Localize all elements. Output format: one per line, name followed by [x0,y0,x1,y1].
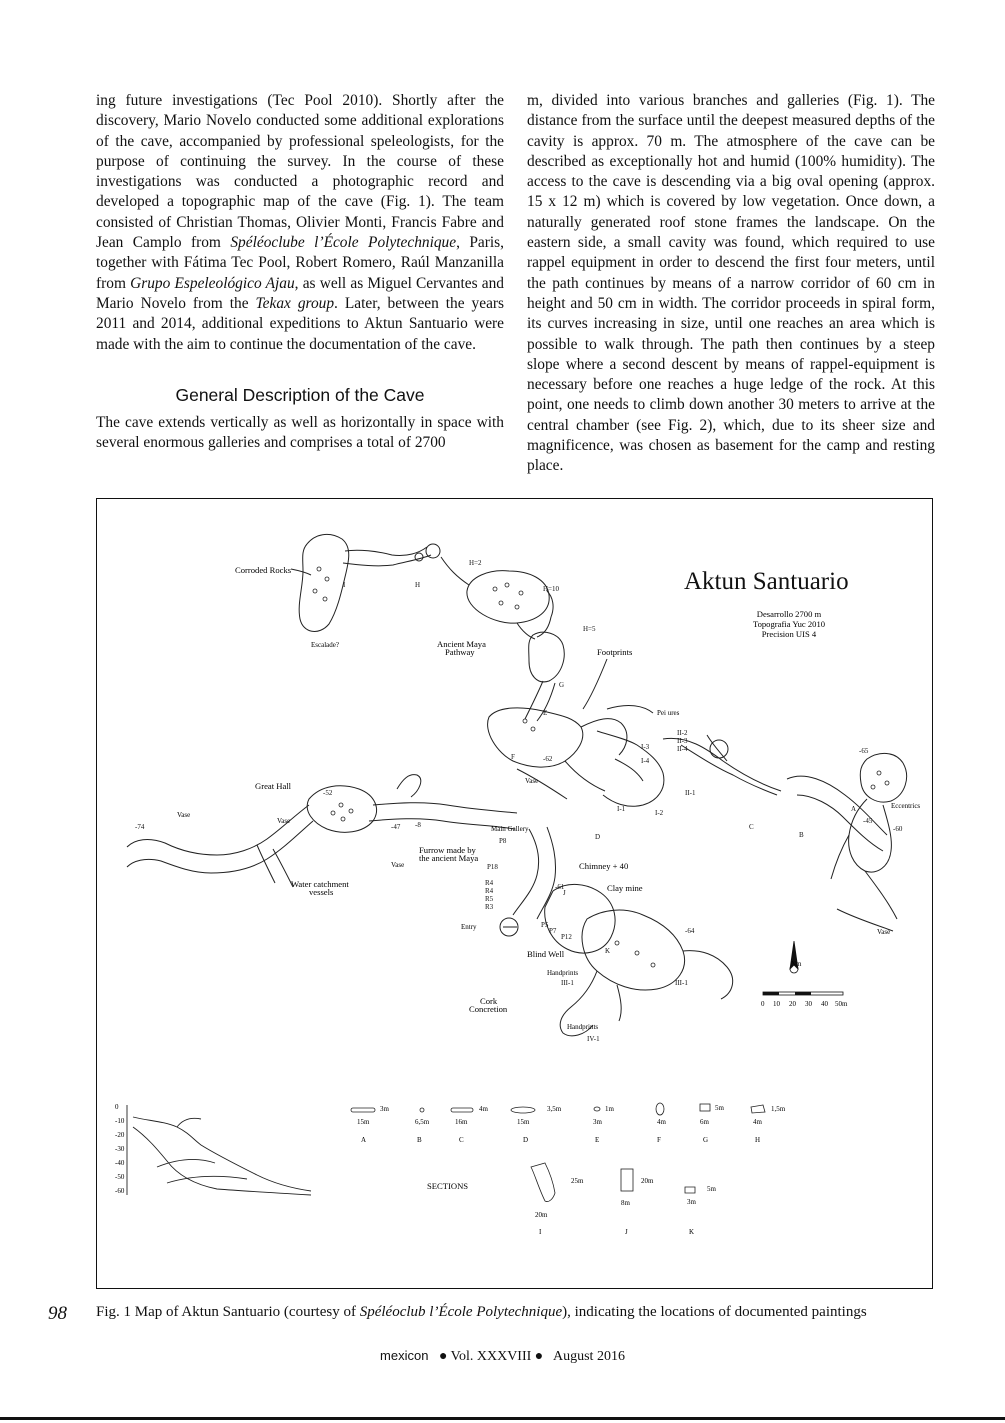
map-label: Vase [877,928,891,936]
scale-tick: 20 [789,1000,796,1008]
map-code: R4 [485,879,494,887]
map-code: II-1 [685,789,696,797]
map-label: Blind Well [527,949,565,959]
map-code: D [595,833,601,841]
map-label: Escalade? [311,641,339,649]
section-height: 1,5m [771,1105,786,1113]
map-label: vessels [309,887,334,897]
section-letter: F [657,1136,661,1144]
map-code: II-3 [677,737,688,745]
map-code: P12 [561,933,572,941]
map-label: Vase [277,817,291,825]
section-letter: E [595,1136,600,1144]
section-height: 3,5m [547,1105,562,1113]
map-code: I-3 [641,743,650,751]
map-info-line: Desarrollo 2700 m [756,609,822,619]
map-code: G [559,681,565,689]
map-label: Main Gallery [491,825,529,833]
map-label: Pei ures [657,709,680,717]
caption-italic: Spéléoclub l’École Polytechnique [359,1304,563,1320]
depth-tick: 0 [115,1103,119,1111]
map-info-line: Precision UIS 4 [761,629,817,639]
map-label: Vase [391,861,405,869]
map-label: Corroded Rocks [235,565,292,575]
depth-tick: -60 [115,1187,125,1195]
bullet-icon: ● [438,1349,448,1364]
journal-name: mexicon [380,1348,429,1363]
map-code: -74 [135,823,145,831]
section-width: 4m [753,1118,762,1126]
cave-map [97,499,932,1288]
map-code: -62 [543,755,553,763]
right-column [527,91,935,477]
map-code: H=2 [469,559,482,567]
scale-bar [761,992,848,1008]
section-letter: A [361,1136,367,1144]
map-code: A [851,805,857,813]
map-code: -45 [863,817,873,825]
map-code: P18 [487,863,498,871]
map-code: H [415,581,421,589]
map-label: Vase [525,777,539,785]
bullet-icon: ● [534,1349,544,1364]
section-width: 4m [657,1118,666,1126]
section-letter: G [703,1136,709,1144]
map-code: I-1 [617,805,626,813]
map-label: Water catchment [291,879,349,889]
map-code: P8 [499,837,507,845]
section-height: 5m [715,1104,724,1112]
map-info-line: Topografia Yuc 2010 [752,619,826,629]
map-code: B [799,831,804,839]
map-label: Ancient Maya [437,639,486,649]
text-run: , Paris, together with Fátima Tec Pool, Robert Romero, Raúl Manzanilla from [96,234,505,292]
scale-tick: 50m [835,1000,848,1008]
section-width: 20m [535,1211,548,1219]
map-label: Eccentrics [891,802,921,810]
map-code: IV-1 [587,1035,600,1043]
map-label: the ancient Maya [419,853,479,863]
section-width: 3m [687,1198,696,1206]
text-run: ing future investigations (Tec Pool 2010). Shortly after the discovery, Mario Novelo conducted some additional explorations of the cave, accompanied by professional speleologists, for the purpose of continuing the survey. In the course of these investigations was conducted a photographic record and developed a topographic map of the cave (Fig. 1). The team consisted of Christian Thomas, Olivier Monti, Francis Fabre and Jean Camplo from [96,92,504,252]
section-letter: B [417,1136,422,1144]
sections-title: SECTIONS [427,1181,469,1191]
map-code: I [343,581,346,589]
map-label: Handprints [547,969,579,977]
map-code: H=5 [583,625,596,633]
map-code: -47 [391,823,401,831]
volume: Vol. XXXVIII [450,1349,532,1364]
section-height: 5m [707,1185,716,1193]
map-code: III-1 [675,979,688,987]
depth-tick: -20 [115,1131,125,1139]
map-code: R4 [485,887,494,895]
depth-tick: -50 [115,1173,125,1181]
map-code: II-2 [677,729,688,737]
map-code: -65 [859,747,869,755]
scale-tick: 0 [761,1000,765,1008]
italic-run: Tekax group [255,294,335,312]
section-width: 6,5m [415,1118,430,1126]
left-paragraph-2: The cave extends vertically as well as horizontally in space with several enormous galleries and comprises a total of 2700 [96,414,504,452]
section-width: 15m [517,1118,530,1126]
section-height: 20m [641,1177,654,1185]
map-label: Handprints [567,1023,599,1031]
map-label: Cork [480,996,498,1006]
map-code: F [511,753,515,761]
page-number: 98 [48,1303,67,1324]
section-letter: I [539,1228,542,1236]
map-label: Pathway [445,647,475,657]
map-label: Great Hall [255,781,292,791]
map-code: I-2 [655,809,664,817]
map-code: R5 [485,895,494,903]
text-run: , as well as Miguel Cervantes and Mario Novelo from the [96,274,504,312]
map-code: C [749,823,754,831]
map-code: III-1 [561,979,574,987]
map-label: Vase [177,811,191,819]
map-code: E [543,709,548,717]
depth-tick: -30 [115,1145,125,1153]
map-code: -8 [415,821,421,829]
section-width: 6m [700,1118,709,1126]
section-height: 3m [380,1105,389,1113]
section-heading: General Description of the Cave [175,384,425,405]
scale-tick: 30 [805,1000,812,1008]
scale-tick: 40 [821,1000,828,1008]
map-label: Chimney + 40 [579,861,629,871]
map-code: K [605,947,611,955]
map-code: -61 [555,883,565,891]
section-width: 15m [357,1118,370,1126]
map-code: -52 [323,789,333,797]
right-paragraph-1: m, divided into various branches and galleries (Fig. 1). The distance from the surface until the deepest measured depths of the cavity is approx. 70 m. The atmosphere of the cave can be described as exceptionally hot and humid (100% humidity). The access to the cave is descending via a big oval opening (approx. 15 x 12 m) which is covered by low vegetation. Once down, a naturally generated roof stone frames the landscape. On the eastern side, a small cavity was found, which required to use rappel equipment in order to descend the first four meters, until the path continues by means of a narrow corridor of 60 cm in height and 50 cm in width. The corridor proceeds in spiral form, its curves increasing in size, until one reaches an area which is possible to walk through. The path then continues by a steep slope where a second descent by means of rappel-equipment is necessary before one reaches a huge ledge of the rock. At this point, one needs to climb down another 30 meters to arrive at the central chamber (see Fig. 2), which, due to its sheer size and magnificence, was chosen as basement for the camp and resting place. [527,92,935,475]
caption-text: ), indicating the locations of documented paintings [562,1304,867,1320]
section-width: 16m [455,1118,468,1126]
section-width: 3m [593,1118,602,1126]
section-height: 4m [479,1105,488,1113]
italic-run: Spéléoclube l’École Polytechnique [230,234,457,252]
map-code: P7 [549,927,557,935]
map-code: P5 [541,921,549,929]
cave-profile [115,1103,311,1195]
map-label: Furrow made by [419,845,476,855]
map-label: Entry [461,923,477,931]
map-code: -60 [893,825,903,833]
map-code: R3 [485,903,494,911]
scale-tick: 10 [773,1000,780,1008]
left-column [96,91,504,454]
map-code: I-4 [641,757,650,765]
italic-run: Grupo Espeleológico Ajau [130,274,295,292]
map-code: -64 [685,927,695,935]
map-label: Concretion [469,1004,508,1014]
north-label: Nm [791,960,802,968]
section-letter: J [625,1228,628,1236]
left-paragraph-1 [96,91,504,355]
section-letter: C [459,1136,464,1144]
depth-tick: -10 [115,1117,125,1125]
depth-tick: -40 [115,1159,125,1167]
map-title: Aktun Santuario [684,568,849,595]
section-letter: H [755,1136,761,1144]
section-height: 1m [605,1105,614,1113]
bottom-rule [0,1417,1005,1420]
page-footer [0,1348,1005,1365]
map-code: J [563,889,566,897]
text-run: . Later, between the years 2011 and 2014, additional expeditions to Aktun Santuario were made with the aim to continue the documentation of the cave. [96,294,505,353]
section-width: 8m [621,1199,630,1207]
section-height: 25m [571,1177,584,1185]
map-label: Clay mine [607,883,643,893]
section-letter: K [689,1228,695,1236]
north-arrow-icon [790,941,802,973]
map-code: H=10 [543,585,560,593]
section-letter: D [523,1136,529,1144]
map-code: II-4 [677,745,688,753]
caption-text: Fig. 1 Map of Aktun Santuario (courtesy of [96,1304,360,1320]
cave-map-figure [96,498,933,1289]
map-label: Footprints [597,647,633,657]
issue-date: August 2016 [553,1349,625,1364]
figure-caption [96,1304,867,1321]
